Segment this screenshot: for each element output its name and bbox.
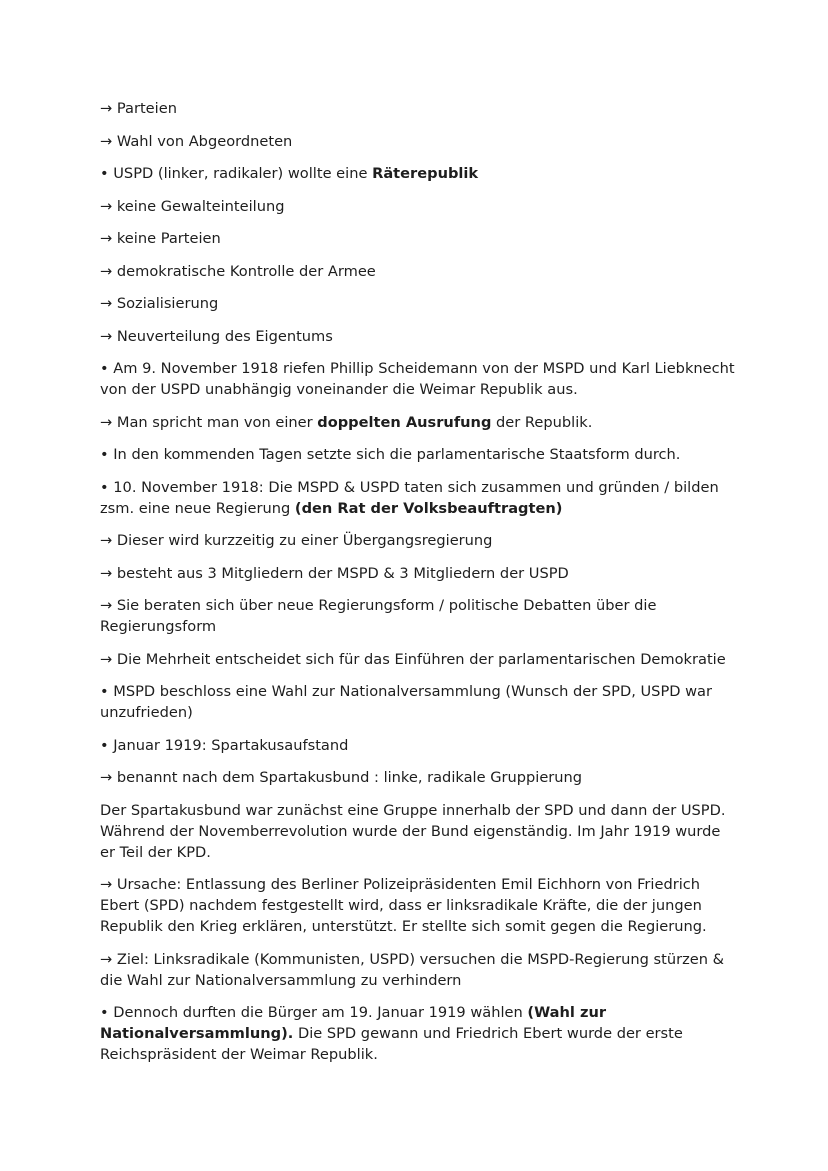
text-run: → Sie beraten sich über neue Regierungsform / politische Debatten über die Regierungsform: [100, 597, 657, 635]
paragraph: [100, 444, 740, 465]
paragraph: [100, 131, 740, 152]
bold-text: (den Rat der Volksbeauftragten): [294, 499, 563, 517]
paragraph: [100, 163, 740, 184]
paragraph: [100, 196, 740, 217]
paragraph: [100, 874, 740, 937]
paragraph: [100, 681, 740, 723]
text-run: • Januar 1919: Spartakusaufstand: [100, 736, 349, 754]
text-run: → benannt nach dem Spartakusbund : linke, radikale Gruppierung: [100, 769, 583, 786]
text-run: → demokratische Kontrolle der Armee: [100, 262, 376, 280]
bold-text: Räterepublik: [372, 165, 479, 182]
text-run: • Dennoch durften die Bürger am 19. Januar 1919 wählen: [100, 1004, 528, 1021]
paragraph: [100, 293, 740, 314]
paragraph: [100, 949, 740, 991]
text-run: → keine Gewalteinteilung: [100, 197, 285, 215]
paragraph: [100, 563, 740, 584]
text-run: → Man spricht man von einer: [100, 413, 318, 431]
text-run: • In den kommenden Tagen setzte sich die parlamentarische Staatsform durch.: [100, 446, 681, 463]
text-run: → besteht aus 3 Mitgliedern der MSPD & 3 Mitgliedern der USPD: [100, 564, 569, 582]
paragraph: [100, 800, 740, 863]
text-run: • Am 9. November 1918 riefen Phillip Scheidemann von der MSPD und Karl Liebknecht von der USPD unabhängig voneinander die Weimar Republik aus.: [100, 360, 735, 398]
paragraph: [100, 98, 740, 119]
text-run: → Ursache: Entlassung des Berliner Polizeipräsidenten Emil Eichhorn von Friedrich Ebert (SPD) nachdem festgestellt wird, dass er linksradikale Kräfte, die der jungen Republik den Krieg erklären, unterstützt. Er stellte sich somit gegen die Regierung.: [100, 876, 707, 935]
paragraph: [100, 595, 740, 637]
paragraph: [100, 530, 740, 551]
text-run: • MSPD beschloss eine Wahl zur Nationalversammlung (Wunsch der SPD, USPD war unzufrieden): [100, 683, 712, 721]
text-run: Die SPD gewann und Friedrich Ebert wurde der erste Reichspräsident der Weimar Republik.: [100, 1025, 683, 1063]
paragraph: [100, 767, 740, 788]
paragraph: [100, 1002, 740, 1065]
paragraph: [100, 326, 740, 347]
paragraph: [100, 477, 740, 519]
text-run: → Ziel: Linksradikale (Kommunisten, USPD) versuchen die MSPD-Regierung stürzen & die Wahl zur Nationalversammlung zu verhindern: [100, 950, 725, 989]
document-page: [100, 98, 740, 1077]
text-run: → Neuverteilung des Eigentums: [100, 327, 333, 345]
text-run: der Republik.: [491, 413, 593, 431]
paragraph: [100, 261, 740, 282]
paragraph: [100, 358, 740, 400]
bold-text: (Wahl zur Nationalversammlung).: [100, 1004, 607, 1042]
text-run: → Sozialisierung: [100, 295, 219, 312]
text-run: → Parteien: [100, 100, 177, 117]
paragraph: [100, 735, 740, 756]
text-run: • USPD (linker, radikaler) wollte eine: [100, 165, 373, 182]
bold-text: doppelten Ausrufung: [317, 413, 492, 431]
text-run: → Wahl von Abgeordneten: [100, 132, 293, 150]
text-run: → Dieser wird kurzzeitig zu einer Übergangsregierung: [100, 532, 493, 549]
text-run: → keine Parteien: [100, 230, 221, 247]
text-run: • 10. November 1918: Die MSPD & USPD taten sich zusammen und gründen / bilden zsm. eine neue Regierung: [100, 478, 719, 517]
paragraph: [100, 412, 740, 433]
paragraph: [100, 649, 740, 670]
text-run: Der Spartakusbund war zunächst eine Gruppe innerhalb der SPD und dann der USPD. Während der Novemberrevolution wurde der Bund eigenständig. Im Jahr 1919 wurde er Teil der KPD.: [100, 801, 726, 861]
text-run: → Die Mehrheit entscheidet sich für das Einführen der parlamentarischen Demokratie: [100, 650, 726, 668]
paragraph: [100, 228, 740, 249]
